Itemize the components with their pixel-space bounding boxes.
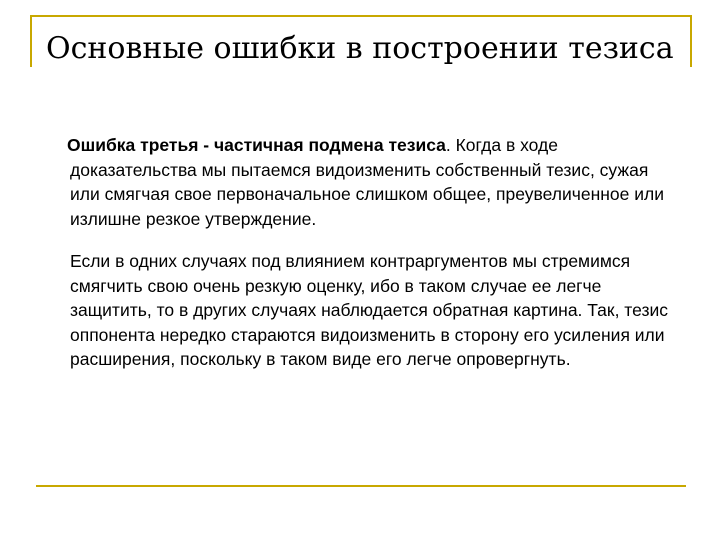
paragraph-1-text: . Когда в ходе доказательства мы пытаемся видоизменить собственный тезис, сужая или смягчая свое первоначальное слишком общее, преувеличенное или излишне резкое утверждение. bbox=[70, 135, 664, 229]
title-frame-left-rule bbox=[30, 15, 32, 67]
paragraph-partial-thesis-substitution bbox=[67, 133, 682, 231]
paragraph-counterarguments: Если в одних случаях под влиянием контраргументов мы стремимся смягчить свою очень резкую оценку, ибо в таком случае ее легче защитить, то в других случаях наблюдается обратная картина. Так, тезис оппонента нередко стараются видоизменить в сторону его усиления или расширения, поскольку в таком виде его легче опровергнуть. bbox=[70, 251, 669, 369]
title-frame-right-rule bbox=[690, 15, 692, 67]
slide-body bbox=[67, 133, 682, 372]
title-frame-top-rule bbox=[30, 15, 692, 17]
slide-title: Основные ошибки в построении тезиса bbox=[46, 31, 674, 66]
bottom-rule bbox=[36, 485, 686, 487]
error-heading: Ошибка третья - частичная подмена тезиса bbox=[67, 135, 446, 155]
